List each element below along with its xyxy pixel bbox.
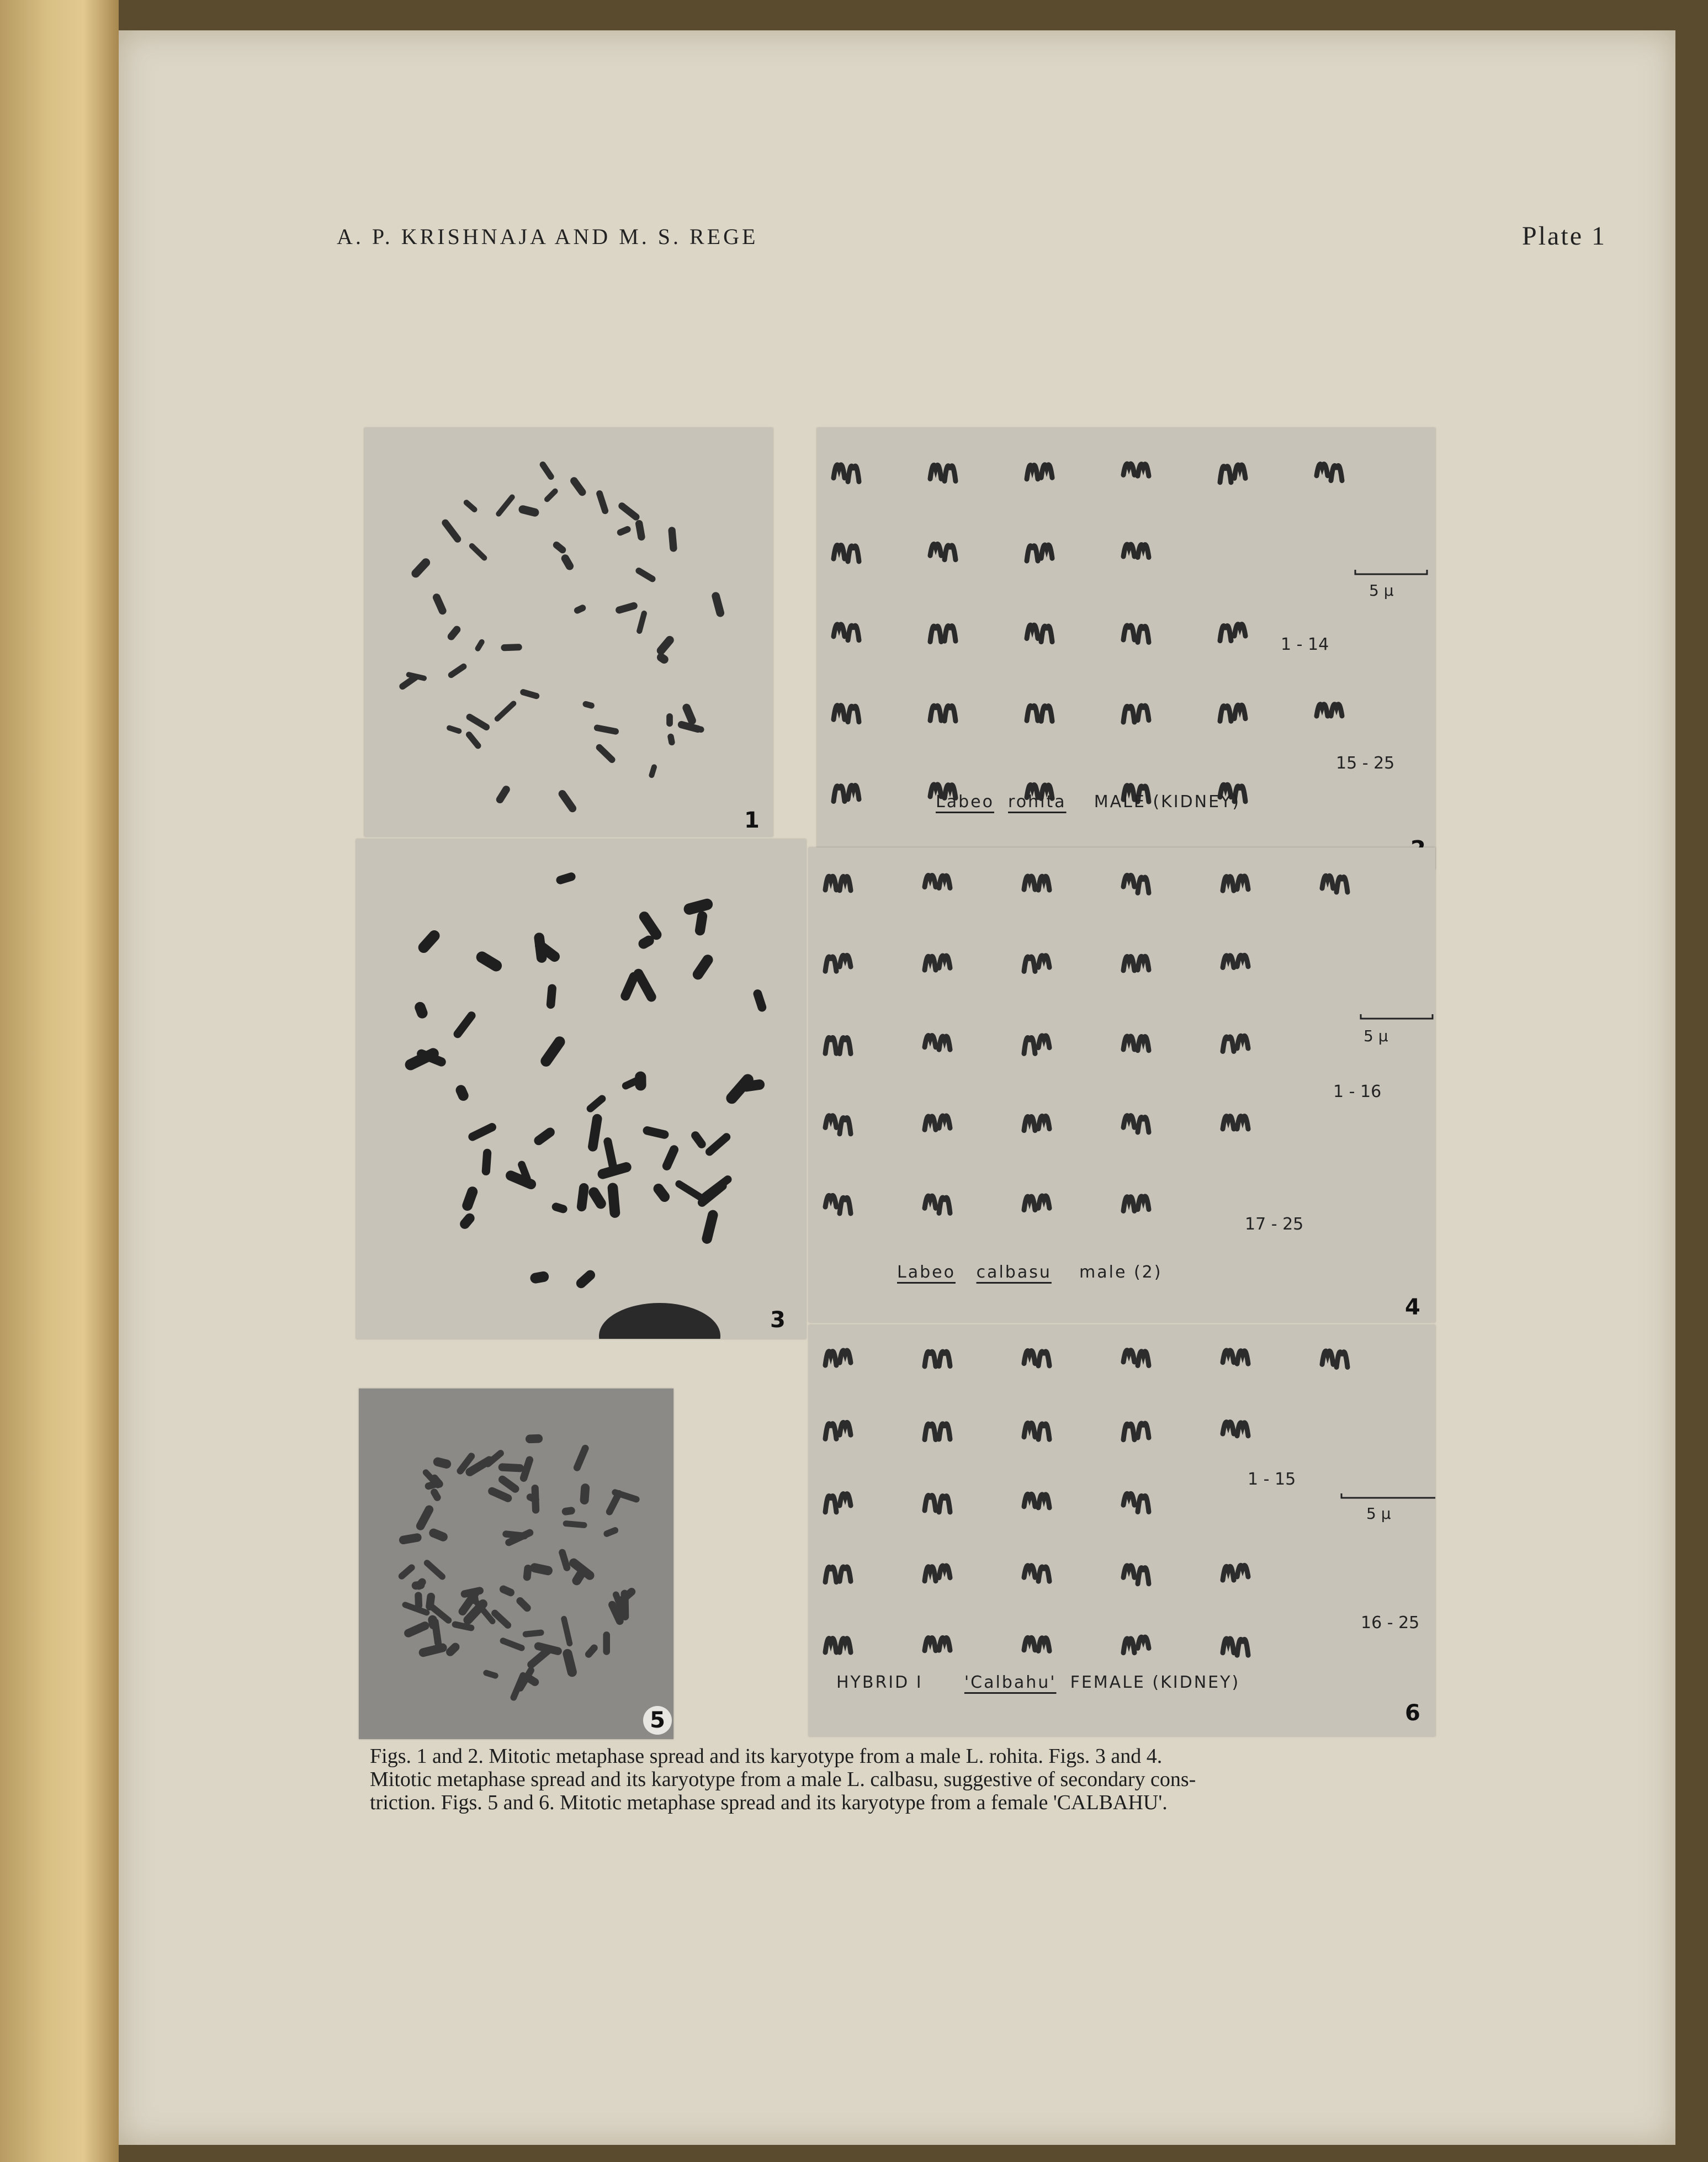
chromosome-pair-member	[1041, 545, 1052, 558]
chromosome-pair-member	[1138, 1037, 1149, 1051]
chromosome	[572, 1444, 590, 1472]
chromosome-pair-member	[925, 1567, 936, 1581]
chromosome	[422, 1559, 447, 1581]
chromosome	[587, 1114, 603, 1152]
chromosome-pair-member	[1038, 876, 1049, 890]
chromosome-pair-member	[1041, 626, 1052, 642]
chromosome	[465, 730, 482, 750]
chromosome	[689, 1130, 708, 1150]
chromosome-pair-member	[1234, 624, 1245, 636]
chromosome	[515, 1596, 533, 1613]
chromosome-pair-member	[1123, 875, 1134, 887]
chromosome	[667, 733, 675, 746]
chromosome-pair-member	[840, 955, 851, 967]
nucleus-blob	[599, 1303, 720, 1339]
chromosome-pair-member	[1223, 1566, 1234, 1580]
figure-3-number: 3	[770, 1307, 786, 1333]
figure-5-number: 5	[643, 1706, 672, 1735]
chromosome	[446, 624, 462, 642]
figure-caption	[370, 1745, 1529, 1814]
chromosome-pair-member	[1123, 1036, 1134, 1050]
chromosome	[593, 724, 619, 735]
figure-4-genus: Labeo	[897, 1263, 956, 1282]
chromosome-pair-member	[1123, 1493, 1134, 1505]
chromosome-pair-member	[1027, 546, 1038, 561]
figure-6-hybrid: HYBRID I	[836, 1673, 923, 1692]
chromosome-pair-member	[1038, 1495, 1049, 1508]
chromosome	[429, 1487, 442, 1502]
plate-number-header: Plate 1	[1522, 221, 1606, 251]
chromosome-pair-member	[825, 1639, 836, 1652]
chromosome-pair-member	[1123, 464, 1134, 475]
figure-2-karyotype	[817, 428, 1435, 870]
figure-1-metaphase-spread	[364, 428, 773, 836]
chromosome	[682, 897, 714, 916]
chromosome-pair-member	[1237, 1351, 1248, 1364]
chromosome-pair-member	[1138, 626, 1149, 642]
chromosome-pair-member	[840, 1639, 851, 1652]
chromosome-pair-member	[1024, 957, 1035, 971]
chromosome-pair-member	[1123, 1566, 1134, 1578]
chromosome-pair-member	[1027, 465, 1038, 479]
chromosome	[523, 1564, 532, 1581]
chromosome	[674, 1179, 706, 1202]
chromosome-pair-member	[825, 1496, 836, 1512]
chromosome-pair-member	[840, 1118, 851, 1134]
chromosome	[410, 557, 432, 579]
chromosome	[661, 1144, 680, 1172]
chromosome	[616, 525, 632, 537]
chromosome-pair-member	[939, 1496, 950, 1512]
chromosome	[458, 1211, 477, 1231]
chromosome	[691, 952, 715, 982]
chromosome-pair-member	[1024, 1117, 1035, 1131]
chromosome	[495, 785, 511, 805]
chromosome	[494, 700, 518, 723]
chromosome	[446, 724, 463, 734]
figure-2-range-a: 1 - 14	[1281, 635, 1329, 654]
chromosome	[752, 988, 767, 1013]
chromosome-pair-member	[1038, 1352, 1049, 1366]
chromosome-pair-member	[1024, 1423, 1035, 1437]
chromosome-pair-member	[825, 1352, 836, 1365]
chromosome-pair-member	[1038, 1196, 1049, 1208]
chromosome	[499, 1637, 526, 1652]
chromosome-pair-member	[825, 1567, 836, 1582]
chromosome-pair-member	[1317, 704, 1328, 716]
chromosome-pair-member	[1038, 956, 1049, 967]
chromosome-pair-member	[825, 1037, 836, 1053]
caption-line-1: Figs. 1 and 2. Mitotic metaphase spread and its karyotype from a male L. rohita. Figs. 3 and 4.	[370, 1745, 1163, 1768]
chromosome-pair-member	[1041, 465, 1052, 478]
chromosome	[418, 1642, 448, 1658]
figure-4-range-b: 17 - 25	[1245, 1215, 1304, 1234]
chromosome-pair-member	[1027, 706, 1038, 720]
chromosome	[655, 651, 670, 665]
chromosome-pair-member	[1223, 956, 1234, 968]
chromosome-pair-member	[848, 466, 859, 481]
chromosome-pair-member	[1322, 876, 1333, 888]
chromosome-pair-member	[1138, 877, 1149, 893]
figure-2-range-b: 15 - 25	[1336, 754, 1395, 773]
chromosome-pair-member	[1237, 876, 1248, 889]
figure-6-range-a: 1 - 15	[1248, 1470, 1296, 1489]
chromosome-pair-member	[840, 877, 851, 891]
chromosome	[498, 1584, 516, 1597]
chromosome-pair-member	[1237, 1116, 1248, 1129]
chromosome-pair-member	[930, 626, 941, 642]
chromosome-pair-member	[930, 465, 941, 479]
chromosome-pair-member	[1237, 1423, 1248, 1436]
figure-5-metaphase-spread	[359, 1389, 673, 1739]
chromosome	[694, 910, 708, 936]
chromosome	[522, 1629, 544, 1638]
chromosome	[557, 788, 578, 814]
chromosome	[580, 1483, 590, 1505]
book-binding	[0, 0, 119, 2162]
chromosome	[415, 1504, 435, 1532]
figure-2-sex-tissue: MALE (KIDNEY)	[1094, 792, 1241, 812]
chromosome	[563, 1520, 587, 1529]
scale-bar	[1355, 570, 1427, 574]
chromosome-pair-member	[1223, 1422, 1234, 1434]
chromosome	[584, 1643, 599, 1659]
chromosome	[495, 494, 516, 518]
chromosome-pair-member	[925, 1496, 936, 1511]
chromosome	[617, 501, 641, 522]
chromosome	[543, 487, 559, 504]
chromosome-pair-member	[1237, 1565, 1248, 1577]
chromosome	[481, 1148, 492, 1175]
chromosome	[587, 1185, 608, 1211]
chromosome-pair-member	[1123, 1424, 1134, 1439]
figure-4-karyotype	[809, 847, 1435, 1322]
chromosome	[607, 1183, 620, 1218]
figure-1-chromosomes	[364, 428, 773, 836]
chromosome	[452, 1010, 478, 1040]
chromosome-pair-member	[1123, 1116, 1134, 1127]
chromosome-pair-member	[1138, 1423, 1149, 1438]
chromosome	[428, 1527, 449, 1543]
chromosome	[538, 460, 555, 481]
chromosome-pair-member	[1331, 704, 1342, 716]
chromosome-pair-member	[825, 1424, 836, 1439]
chromosome-pair-member	[1041, 706, 1052, 722]
chromosome-pair-member	[834, 545, 845, 559]
chromosome-pair-member	[834, 786, 845, 802]
chromosome-pair-member	[925, 1638, 936, 1651]
chromosome-pair-member	[1024, 1351, 1035, 1364]
scale-bar	[1341, 1493, 1435, 1498]
chromosome	[666, 713, 673, 727]
chromosome-pair-member	[1234, 465, 1245, 478]
chromosome	[546, 984, 556, 1009]
chromosome	[447, 663, 468, 680]
chromosome-pair-member	[1138, 706, 1149, 720]
figure-1-number: 1	[744, 808, 760, 833]
chromosome-pair-member	[1138, 1496, 1149, 1512]
chromosome-pair-member	[1220, 467, 1231, 483]
chromosome	[482, 1669, 499, 1679]
chromosome-pair-member	[925, 956, 936, 970]
chromosome-pair-member	[1123, 1639, 1134, 1653]
chromosome-pair-member	[848, 706, 859, 722]
figure-2-genus: Labeo	[936, 792, 994, 812]
chromosome	[551, 540, 567, 555]
chromosome-pair-member	[1024, 1196, 1035, 1210]
chromosome	[468, 542, 489, 562]
chromosome	[444, 1641, 462, 1658]
chromosome	[560, 553, 575, 571]
chromosome-pair-member	[848, 626, 859, 640]
figure-4-scale-bar-label: 5 μ	[1364, 1027, 1388, 1045]
chromosome	[655, 634, 676, 656]
chromosome-pair-member	[1138, 545, 1149, 558]
scale-bar	[1361, 1014, 1433, 1019]
chromosome-pair-member	[925, 1424, 936, 1439]
chromosome	[603, 1526, 619, 1538]
chromosome-pair-member	[1138, 1117, 1149, 1132]
chromosome	[397, 1563, 416, 1581]
chromosome-pair-member	[939, 1566, 950, 1578]
chromosome	[498, 1463, 524, 1472]
chromosome-pair-member	[1223, 877, 1234, 891]
chromosome	[582, 701, 595, 709]
chromosome	[636, 610, 648, 634]
chromosome-pair-member	[1024, 1638, 1035, 1650]
chromosome-pair-member	[834, 465, 845, 478]
chromosome-pair-member	[1220, 706, 1231, 721]
chromosome-pair-member	[1322, 1351, 1333, 1364]
chromosome	[596, 490, 609, 515]
chromosome-pair-member	[925, 1196, 936, 1208]
chromosome-pair-member	[840, 1567, 851, 1581]
chromosome	[642, 1125, 670, 1140]
plate-page	[119, 30, 1675, 2145]
chromosome	[411, 1581, 425, 1590]
chromosome	[573, 603, 587, 614]
figure-6-range-b: 16 - 25	[1361, 1613, 1420, 1633]
caption-line-2: Mitotic metaphase spread and its karyotype from a male L. calbasu, suggestive of secondary cons-	[370, 1768, 1196, 1791]
chromosome	[532, 1126, 556, 1147]
chromosome-pair-member	[1138, 1568, 1149, 1584]
chromosome-pair-member	[1123, 706, 1134, 722]
chromosome	[620, 1589, 629, 1620]
chromosome	[615, 601, 639, 614]
chromosome-pair-member	[1237, 1036, 1248, 1048]
chromosome-pair-member	[840, 1350, 851, 1363]
chromosome-pair-member	[1038, 1567, 1049, 1581]
chromosome	[416, 928, 442, 955]
figure-6-sex-tissue: FEMALE (KIDNEY)	[1070, 1673, 1240, 1692]
chromosome	[668, 527, 677, 552]
chromosome	[555, 871, 577, 885]
chromosome	[704, 1131, 732, 1157]
chromosome-pair-member	[1336, 877, 1348, 892]
figure-6-number: 6	[1405, 1700, 1420, 1726]
chromosome-pair-member	[1138, 1637, 1149, 1648]
figure-6-label	[836, 1673, 1240, 1692]
chromosome	[518, 505, 540, 518]
chromosome-pair-member	[825, 957, 836, 971]
figure-2-species: rohita	[1008, 792, 1067, 812]
chromosome-pair-member	[840, 1494, 851, 1506]
figure-2-label	[936, 792, 1240, 812]
figure-2-scale-bar-label: 5 μ	[1369, 581, 1394, 600]
chromosome	[441, 518, 463, 544]
figure-6-karyotype	[809, 1325, 1435, 1736]
chromosome-pair-member	[840, 1422, 851, 1435]
chromosome-pair-member	[939, 1424, 950, 1439]
chromosome-pair-member	[840, 1038, 851, 1054]
chromosome-pair-member	[825, 876, 836, 890]
chromosome-pair-member	[939, 1352, 950, 1366]
chromosome-pair-member	[939, 1638, 950, 1650]
chromosome-pair-member	[925, 1036, 936, 1047]
figure-4-species: calbasu	[976, 1263, 1052, 1282]
chromosome	[519, 688, 540, 700]
chromosome-pair-member	[939, 1036, 950, 1050]
chromosome-pair-member	[1237, 1639, 1248, 1655]
chromosome-pair-member	[825, 1116, 836, 1128]
chromosome	[529, 1270, 550, 1284]
caption-line-3: triction. Figs. 5 and 6. Mitotic metaphase spread and its karyotype from a female 'CALBAHU'.	[370, 1791, 1168, 1814]
chromosome-pair-member	[1123, 544, 1134, 557]
chromosome	[603, 1631, 610, 1655]
chromosome	[701, 1209, 719, 1245]
chromosome-pair-member	[939, 956, 950, 968]
chromosome	[558, 1548, 571, 1572]
chromosome	[576, 1183, 590, 1212]
figure-4-number: 4	[1405, 1295, 1420, 1320]
chromosome-pair-member	[1038, 1638, 1049, 1651]
chromosome-pair-member	[1027, 625, 1038, 638]
chromosome-pair-member	[945, 626, 956, 641]
chromosome-pair-member	[825, 1195, 836, 1207]
chromosome	[501, 644, 522, 651]
chromosome-pair-member	[834, 706, 845, 719]
chromosome-pair-member	[1123, 957, 1134, 971]
chromosome	[651, 1181, 672, 1204]
figure-3-chromosomes	[356, 839, 806, 1339]
figure-4-sex-count: male (2)	[1079, 1263, 1163, 1282]
chromosome	[403, 1620, 431, 1639]
figure-6-hybrid-name: 'Calbahu'	[964, 1673, 1057, 1692]
chromosome-pair-member	[945, 545, 956, 560]
chromosome	[467, 1122, 498, 1143]
figure-4-label	[897, 1263, 1162, 1282]
chromosome	[526, 1434, 543, 1444]
chromosome-pair-member	[939, 876, 950, 888]
chromosome-pair-member	[1223, 1116, 1234, 1129]
chromosome-pair-member	[930, 706, 941, 720]
chromosome	[474, 638, 486, 653]
chromosome-pair-member	[1024, 1566, 1035, 1577]
chromosome	[538, 1034, 567, 1068]
chromosome-pair-member	[925, 876, 936, 887]
chromosome-pair-member	[1024, 1037, 1035, 1053]
chromosome	[551, 1202, 569, 1215]
chromosome-pair-member	[1024, 1494, 1035, 1507]
chromosome-pair-member	[1317, 464, 1328, 476]
chromosome-pair-member	[1138, 956, 1149, 970]
chromosome-pair-member	[1024, 876, 1035, 889]
chromosome-pair-member	[840, 1197, 851, 1214]
chromosome	[574, 1268, 597, 1290]
chromosome-pair-member	[848, 786, 859, 799]
chromosome-pair-member	[1220, 626, 1231, 641]
chromosome	[634, 566, 656, 584]
chromosome-pair-member	[945, 706, 956, 721]
chromosome	[569, 476, 587, 497]
chromosome	[454, 1083, 470, 1103]
chromosome	[562, 1648, 578, 1678]
chromosome-pair-member	[1123, 1350, 1134, 1362]
chromosome	[529, 1562, 554, 1576]
chromosome-pair-member	[1234, 705, 1245, 718]
chromosome-pair-member	[1123, 626, 1134, 640]
chromosome	[431, 1618, 442, 1647]
chromosome-pair-member	[1223, 1037, 1234, 1051]
chromosome-pair-member	[925, 1352, 936, 1366]
chromosome	[474, 950, 504, 974]
chromosome	[465, 713, 491, 732]
chromosome-pair-member	[939, 1197, 950, 1213]
figure-3-metaphase-spread	[356, 839, 806, 1339]
chromosome	[413, 1000, 429, 1020]
chromosome-pair-member	[1138, 1352, 1149, 1366]
chromosome	[533, 932, 547, 963]
chromosome-pair-member	[1123, 1197, 1134, 1211]
chromosome-pair-member	[1237, 955, 1248, 966]
chromosome	[561, 1507, 576, 1516]
chromosome	[595, 743, 617, 764]
figure-6-scale-bar-label: 5 μ	[1366, 1504, 1391, 1523]
chromosome	[648, 764, 657, 778]
chromosome-pair-member	[848, 546, 859, 561]
chromosome	[585, 1094, 607, 1114]
chromosome-pair-member	[930, 544, 941, 555]
chromosome-pair-member	[1223, 1639, 1234, 1653]
chromosome	[432, 592, 448, 616]
figure-5-chromosomes	[359, 1389, 673, 1739]
chromosome-pair-member	[1336, 1352, 1348, 1368]
chromosome	[463, 499, 479, 513]
chromosome	[635, 520, 646, 541]
chromosome-pair-member	[834, 624, 845, 637]
chromosome	[560, 1615, 573, 1647]
chromosome-pair-member	[1138, 464, 1149, 476]
chromosome	[711, 591, 725, 618]
chromosome-pair-member	[1038, 1424, 1049, 1439]
chromosome	[619, 971, 640, 1002]
chromosome-pair-member	[925, 1116, 936, 1130]
chromosome	[432, 1456, 452, 1470]
chromosome-pair-member	[945, 466, 956, 481]
chromosome-pair-member	[939, 1116, 950, 1128]
chromosome-pair-member	[1038, 1036, 1049, 1048]
authors-header: A. P. KRISHNAJA AND M. S. REGE	[337, 224, 758, 249]
chromosome-pair-member	[1223, 1350, 1234, 1363]
chromosome	[399, 1533, 422, 1545]
chromosome-pair-member	[1138, 1196, 1149, 1210]
chromosome-pair-member	[1038, 1116, 1049, 1129]
figure-4-range-a: 1 - 16	[1333, 1082, 1382, 1101]
chromosome	[461, 1185, 479, 1212]
chromosome-pair-member	[1331, 466, 1342, 481]
